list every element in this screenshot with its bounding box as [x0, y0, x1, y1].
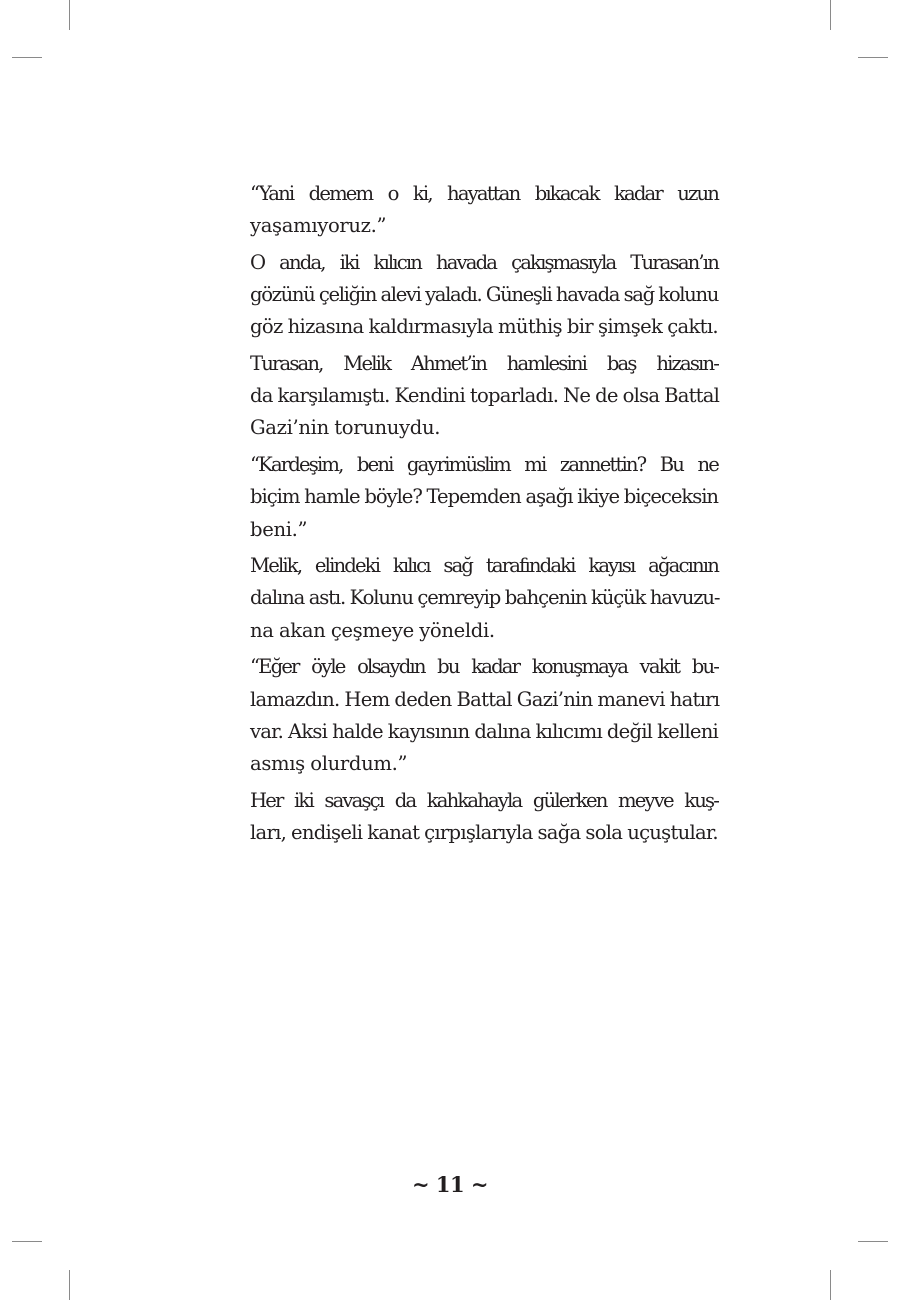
- text-line: yaşamıyoruz.”: [250, 214, 387, 238]
- paragraph: [222, 348, 718, 445]
- text-line: göz hizasına kaldırmasıyla müthiş bir şimşek çaktı.: [250, 315, 718, 339]
- paragraph: [222, 449, 718, 546]
- crop-mark-bottom-left-vertical: [69, 1270, 70, 1300]
- text-line: biçim hamle böyle? Tepemden aşağı ikiye biçeceksin: [250, 485, 718, 509]
- text-line: var. Aksi halde kayısının dalına kılıcımı değil kelleni: [250, 719, 718, 743]
- text-line: lamazdın. Hem deden Battal Gazi’nin manevi hatırı: [250, 687, 720, 711]
- text-line: na akan çeşmeye yöneldi.: [250, 618, 495, 642]
- paragraph: [222, 785, 718, 849]
- text-line: O anda, iki kılıcın havada çakışmasıyla Turasan’ın: [250, 250, 718, 274]
- text-line: “Eğer öyle olsaydın bu kadar konuşmaya vakit bu-: [250, 655, 718, 679]
- text-line: da karşılamıştı. Kendini toparladı. Ne de olsa Battal: [250, 384, 720, 408]
- paragraph: [222, 651, 718, 780]
- text-line: Melik, elindeki kılıcı sağ tarafındaki kayısı ağacının: [250, 554, 718, 578]
- body-text: [222, 178, 718, 854]
- crop-mark-bottom-left-horizontal: [12, 1241, 42, 1242]
- text-line: “Kardeşim, beni gayrimüslim mi zannettin? Bu ne: [250, 453, 718, 477]
- text-line: “Yani demem o ki, hayattan bıkacak kadar uzun: [250, 182, 718, 205]
- text-line: asmış olurdum.”: [250, 751, 408, 775]
- page-number: ~ 11 ~: [411, 1172, 489, 1197]
- crop-mark-bottom-right-horizontal: [858, 1241, 888, 1242]
- crop-mark-top-right-vertical: [830, 0, 831, 30]
- text-line: Her iki savaşçı da kahkahayla gülerken meyve kuş-: [250, 788, 718, 812]
- paragraph: [222, 550, 718, 647]
- text-line: Turasan, Melik Ahmet’in hamlesini baş hizasın-: [250, 352, 718, 376]
- text-line: dalına astı. Kolunu çemreyip bahçenin küçük havuzu-: [250, 586, 720, 610]
- text-line: Gazi’nin torunuydu.: [250, 416, 441, 440]
- paragraph: [222, 247, 718, 344]
- crop-mark-top-right-horizontal: [858, 57, 888, 58]
- crop-mark-top-left-horizontal: [12, 57, 42, 58]
- paragraph: [222, 178, 718, 242]
- text-line: beni.”: [250, 517, 308, 541]
- crop-mark-bottom-right-vertical: [830, 1270, 831, 1300]
- text-line: ları, endişeli kanat çırpışlarıyla sağa sola uçuştular.: [250, 820, 718, 844]
- crop-mark-top-left-vertical: [69, 0, 70, 30]
- text-line: gözünü çeliğin alevi yaladı. Güneşli havada sağ kolunu: [250, 283, 718, 307]
